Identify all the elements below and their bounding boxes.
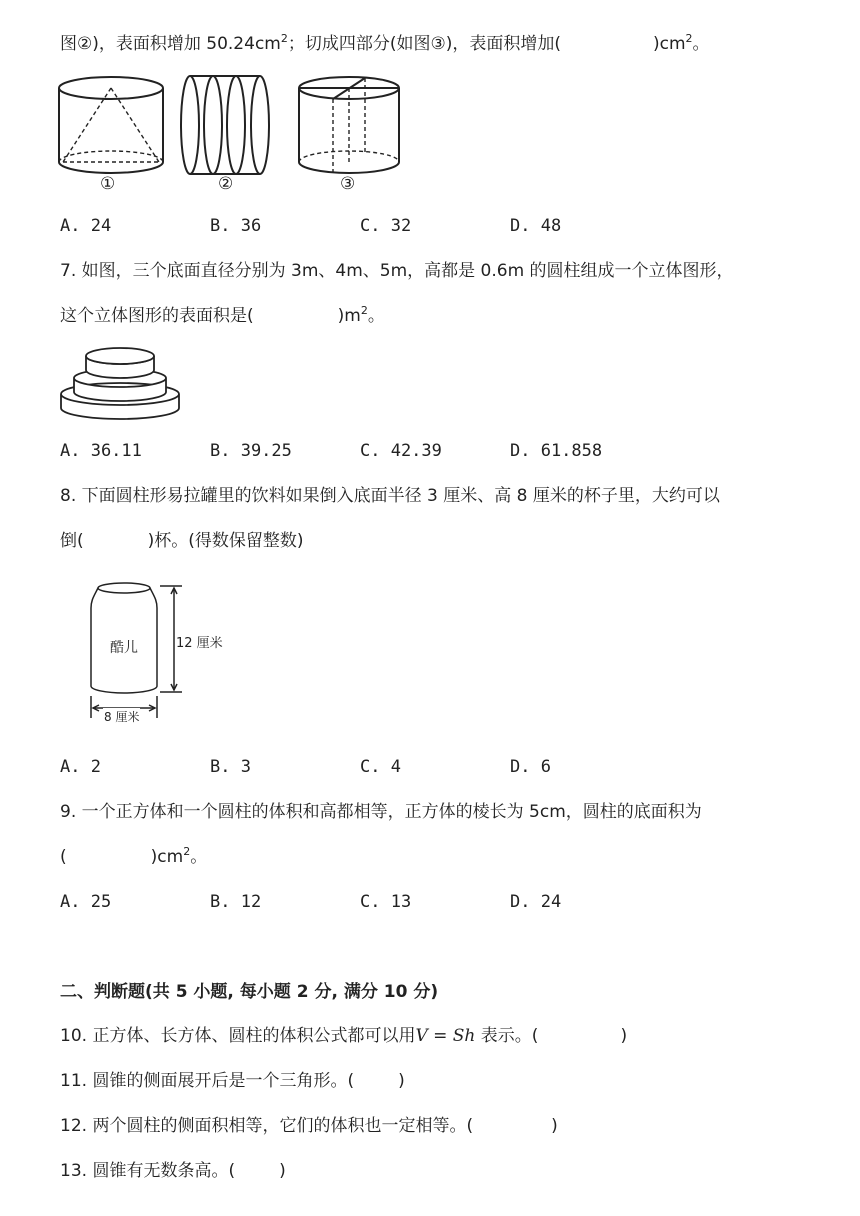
q8-question-line1: 8. 下面圆柱形易拉罐里的饮料如果倒入底面半径 3 厘米、高 8 厘米的杯子里，大约可以 — [60, 486, 720, 506]
figure-1-cylinder-triangle — [59, 77, 163, 173]
q6-option-c[interactable]: C. 32 — [360, 216, 412, 236]
figure-label-1: ① — [100, 174, 116, 194]
q6-option-b[interactable]: B. 36 — [210, 216, 262, 236]
section-title: 二、判断题(共 5 小题, 每小题 2 分, 满分 10 分) — [60, 982, 439, 1002]
q7-option-a[interactable]: A. 36.11 — [60, 441, 142, 461]
q9-option-b[interactable]: B. 12 — [210, 892, 262, 912]
q8-option-c[interactable]: C. 4 — [360, 757, 401, 777]
q8-can-figure — [82, 578, 222, 728]
q11-question: 11. 圆锥的侧面展开后是一个三角形。( ) — [60, 1071, 405, 1091]
figure-label-3: ③ — [340, 174, 356, 194]
q8-option-b[interactable]: B. 3 — [210, 757, 251, 777]
q12-question: 12. 两个圆柱的侧面积相等，它们的体积也一定相等。( ) — [60, 1116, 558, 1136]
q7-stacked-cylinders-figure — [58, 342, 183, 422]
q8-question-line2: 倒( )杯。(得数保留整数) — [60, 531, 304, 551]
height-label: 12 厘米 — [176, 632, 223, 651]
q10-question: 10. 正方体、长方体、圆柱的体积公式都可以用V = Sh 表示。( ) — [60, 1026, 628, 1046]
q8-option-d[interactable]: D. 6 — [510, 757, 551, 777]
q6-option-a[interactable]: A. 24 — [60, 216, 112, 236]
q7-option-c[interactable]: C. 42.39 — [360, 441, 442, 461]
q6-option-d[interactable]: D. 48 — [510, 216, 562, 236]
q7-question-line2: 这个立体图形的表面积是( )$m^2$。 — [60, 304, 385, 326]
q9-option-c[interactable]: C. 13 — [360, 892, 412, 912]
can-label: 酷儿 — [110, 640, 138, 656]
q7-question-line1: 7. 如图，三个底面直径分别为 3m、4m、5m，高都是 0.6m 的圆柱组成一个立体图形， — [60, 261, 734, 281]
q9-option-a[interactable]: A. 25 — [60, 892, 112, 912]
figure-3-cylinder-quartered — [299, 77, 399, 173]
q9-question-line2: ( )$cm^2$。 — [60, 845, 208, 867]
q6-text-line: 图②)，表面积增加 $50.24cm^2$；切成四部分(如图③)，表面积增加( )$cm^2$。 — [60, 32, 710, 54]
q7-option-d[interactable]: D. 61.858 — [510, 441, 603, 461]
width-label: 8 厘米 — [104, 710, 140, 724]
figure-label-2: ② — [218, 174, 234, 194]
q8-option-a[interactable]: A. 2 — [60, 757, 101, 777]
figure-2-cylinder-sliced — [181, 76, 269, 174]
q9-option-d[interactable]: D. 24 — [510, 892, 562, 912]
q9-question-line1: 9. 一个正方体和一个圆柱的体积和高都相等，正方体的棱长为 5cm，圆柱的底面积为 — [60, 802, 702, 822]
q13-question: 13. 圆锥有无数条高。( ) — [60, 1161, 286, 1181]
q7-option-b[interactable]: B. 39.25 — [210, 441, 292, 461]
volume-formula: V = Sh — [415, 1026, 476, 1046]
